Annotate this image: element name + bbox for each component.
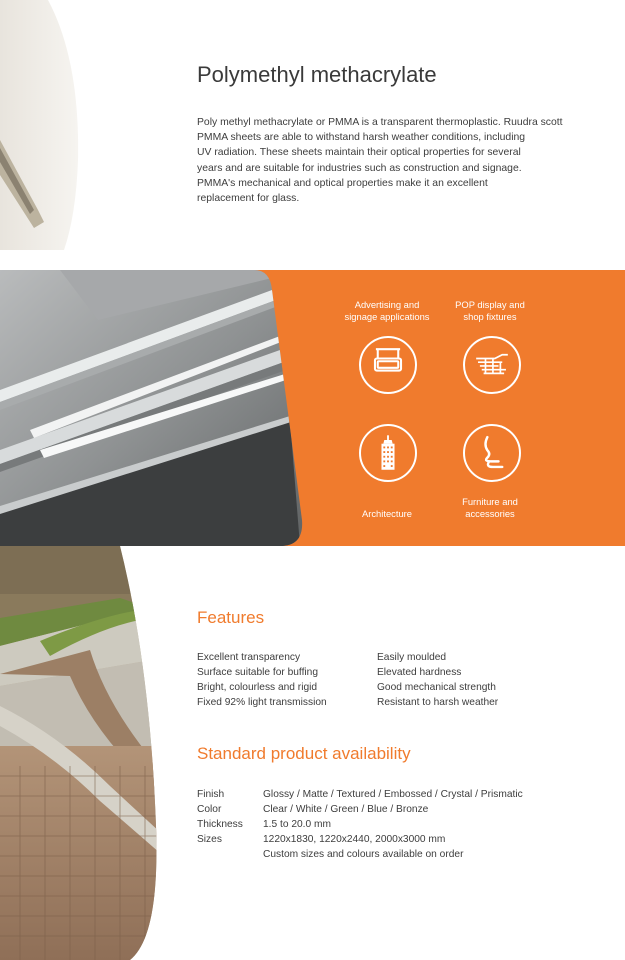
feature-item: Elevated hardness <box>377 667 462 678</box>
availability-label-finish: Finish <box>197 789 225 800</box>
intro-line: PMMA's mechanical and optical properties make it an excellent <box>197 177 488 189</box>
application-label-pop-display: POP display and shop fixtures <box>455 299 525 322</box>
application-label-furniture: Furniture and accessories <box>462 496 518 519</box>
feature-item: Good mechanical strength <box>377 682 496 693</box>
availability-value-color: Clear / White / Green / Blue / Bronze <box>263 804 429 815</box>
pmma-sheets-photo <box>0 270 310 546</box>
application-label-architecture: Architecture <box>361 508 413 519</box>
intro-line: years and are suitable for industries such as construction and signage. <box>197 162 522 174</box>
availability-value-custom: Custom sizes and colours available on order <box>263 849 464 860</box>
availability-label-thickness: Thickness <box>197 819 243 830</box>
building-icon <box>359 424 417 482</box>
application-label-advertising: Advertising and signage applications <box>344 299 430 322</box>
chair-icon <box>463 424 521 482</box>
shop-fixture-icon <box>463 336 521 394</box>
top-sheet-photo <box>0 0 90 250</box>
intro-line: UV radiation. These sheets maintain their optical properties for several <box>197 147 521 159</box>
feature-item: Bright, colourless and rigid <box>197 682 318 693</box>
intro-line: replacement for glass. <box>197 193 300 205</box>
street-photo <box>0 546 175 960</box>
intro-paragraph <box>197 115 563 206</box>
availability-value-sizes: 1220x1830, 1220x2440, 2000x3000 mm <box>263 834 446 845</box>
feature-item: Excellent transparency <box>197 652 301 663</box>
availability-heading: Standard product availability <box>197 744 411 763</box>
features-heading: Features <box>197 608 265 627</box>
availability-value-thickness: 1.5 to 20.0 mm <box>263 819 331 830</box>
feature-item: Fixed 92% light transmission <box>197 697 327 708</box>
availability-value-finish: Glossy / Matte / Textured / Embossed / Crystal / Prismatic <box>263 789 523 800</box>
availability-label-sizes: Sizes <box>197 834 222 845</box>
page-title: Polymethyl methacrylate <box>197 62 437 87</box>
availability-label-color: Color <box>197 804 222 815</box>
intro-line: PMMA sheets are able to withstand harsh weather conditions, including <box>197 132 526 144</box>
feature-item: Easily moulded <box>377 652 447 663</box>
feature-item: Surface suitable for buffing <box>197 667 319 678</box>
intro-line: Poly methyl methacrylate or PMMA is a transparent thermoplastic. Ruudra scott <box>197 117 563 128</box>
feature-item: Resistant to harsh weather <box>377 697 499 708</box>
signboard-icon <box>359 336 417 394</box>
